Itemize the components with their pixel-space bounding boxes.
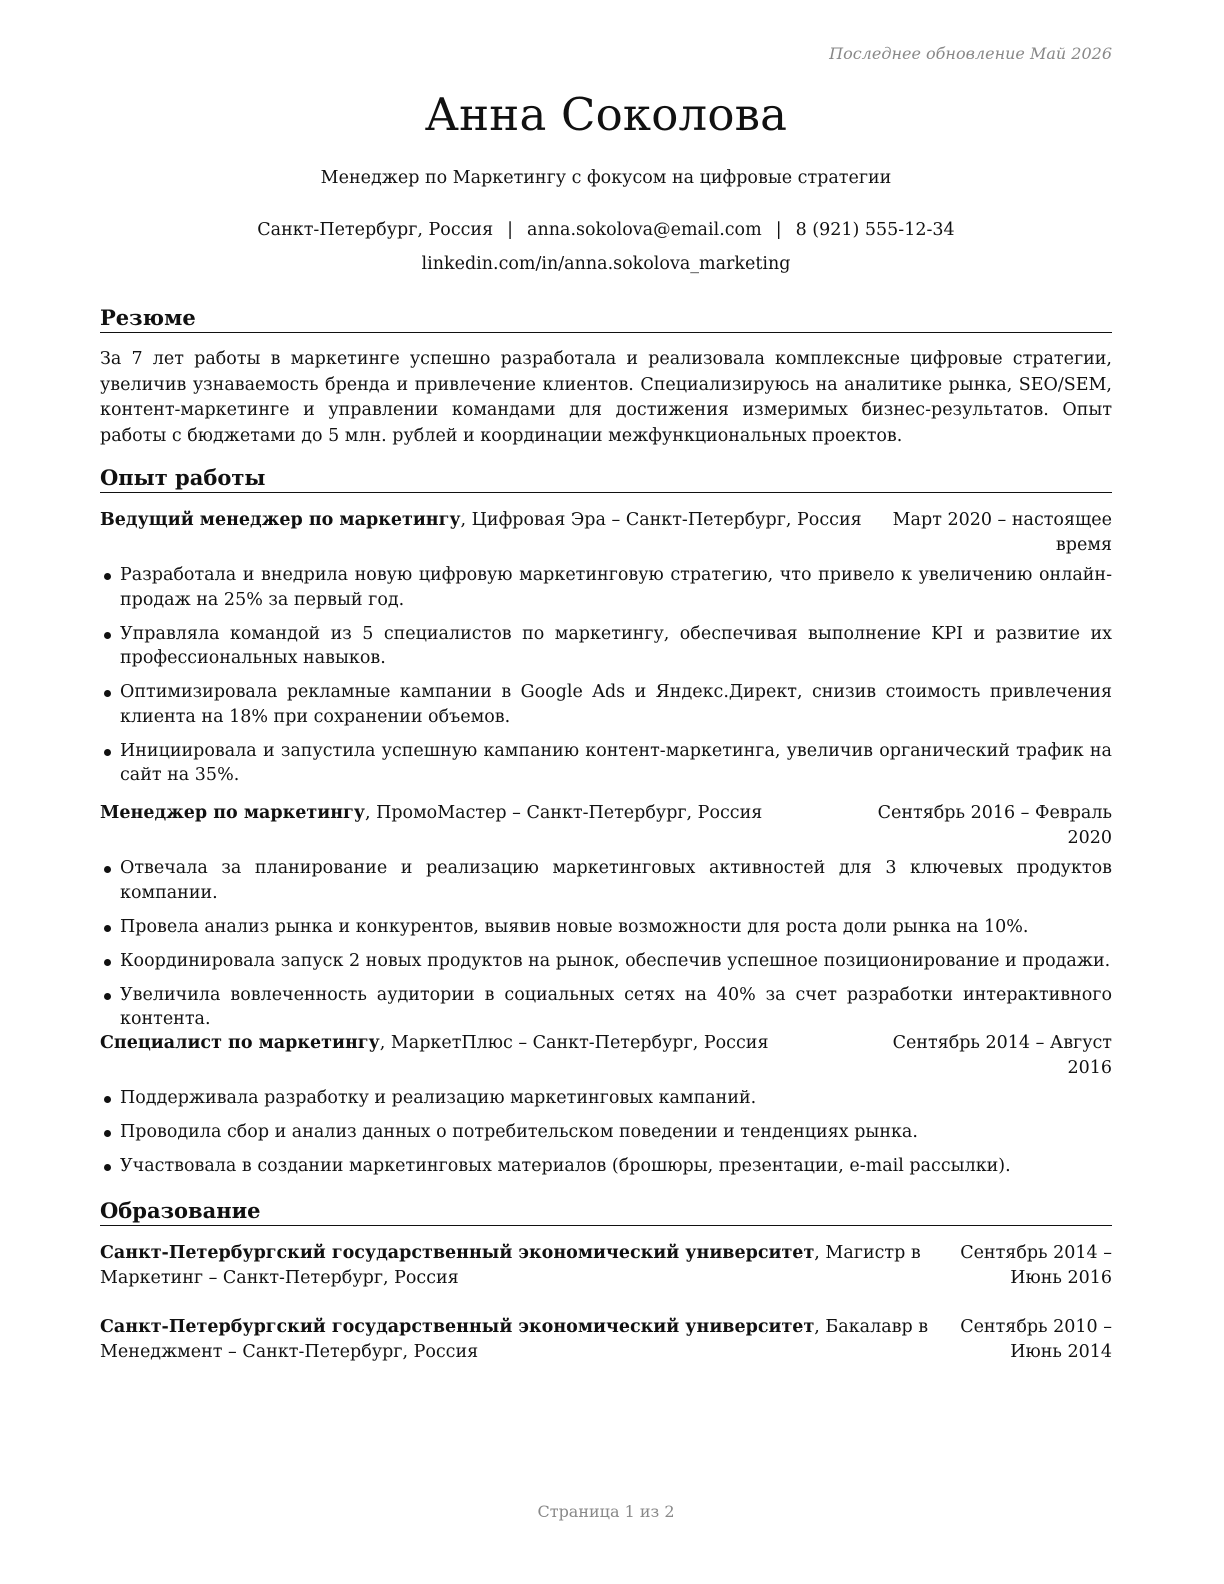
list-item: Отвечала за планирование и реализацию маркетинговых активностей для 3 ключевых продуктов компании. (100, 856, 1112, 905)
page-number: Страница 1 из 2 (537, 1502, 675, 1521)
job-title-line (100, 1031, 870, 1056)
job-title-line (100, 801, 870, 826)
list-item: Координировала запуск 2 новых продуктов на рынок, обеспечив успешное позиционирование и продажи. (100, 949, 1112, 974)
job-bullets (100, 1086, 1112, 1188)
education-details: , Бакалавр в Менеджмент – Санкт-Петербург, Россия (100, 1317, 929, 1362)
list-item: Провела анализ рынка и конкурентов, выявив новые возможности для роста доли рынка на 10%. (100, 915, 1112, 940)
job-company: , МаркетПлюс – Санкт-Петербург, Россия (379, 1033, 769, 1053)
section-title-experience: Опыт работы (100, 465, 1112, 493)
list-item: Оптимизировала рекламные кампании в Google Ads и Яндекс.Директ, снизив стоимость привлечения клиента на 18% при сохранении объемов. (100, 680, 1112, 729)
job-position: Ведущий менеджер по маркетингу (100, 510, 461, 530)
contact-line (100, 220, 1112, 240)
job-bullets (100, 563, 1112, 797)
contact-phone: 8 (921) 555-12-34 (795, 220, 955, 240)
job-dates: Сентябрь 2014 – Август 2016 (892, 1033, 1112, 1078)
list-item: Управляла командой из 5 специалистов по маркетингу, обеспечивая выполнение KPI и развитие их профессиональных навыков. (100, 622, 1112, 671)
job-dates: Март 2020 – настоящее время (892, 510, 1112, 555)
contact-location: Санкт-Петербург, Россия (257, 220, 494, 240)
candidate-name: Анна Соколова (424, 88, 788, 141)
summary-text: За 7 лет работы в маркетинге успешно разработала и реализовала комплексные цифровые стратегии, увеличив узнаваемость бренда и привлечение клиентов. Специализируюсь на аналитике рынка, SEO/SEM, контент-маркетинге и управлении командами для достижения измеримых бизнес-результатов. Опыт работы с бюджетами до 5 млн. рублей и координации межфункциональных проектов. (100, 349, 1112, 446)
job-title-line (100, 508, 870, 533)
education-details: , Магистр в Маркетинг – Санкт-Петербург, Россия (100, 1243, 921, 1288)
contact-separator: | (507, 220, 514, 240)
contact-email[interactable]: anna.sokolova@email.com (527, 220, 762, 240)
education-title-line (100, 1315, 975, 1365)
education-title-line (100, 1241, 975, 1291)
list-item: Участвовала в создании маркетинговых материалов (брошюры, презентации, e-mail рассылки). (100, 1154, 1112, 1179)
list-item: Проводила сбор и анализ данных о потребительском поведении и тенденциях рынка. (100, 1120, 1112, 1145)
job-company: , ПромоМастер – Санкт-Петербург, Россия (364, 803, 763, 823)
job-company: , Цифровая Эра – Санкт-Петербург, Россия (460, 510, 862, 530)
last-updated: Последнее обновление Май 2026 (829, 44, 1112, 63)
resume-page (100, 0, 1112, 1584)
candidate-subtitle: Менеджер по Маркетингу с фокусом на цифровые стратегии (320, 168, 892, 188)
section-title-summary: Резюме (100, 305, 1112, 333)
section-title-education: Образование (100, 1198, 1112, 1226)
job-position: Специалист по маркетингу (100, 1033, 380, 1053)
education-institution: Санкт-Петербургский государственный экономический университет (100, 1243, 815, 1263)
job-position: Менеджер по маркетингу (100, 803, 365, 823)
education-dates: Сентябрь 2010 – Июнь 2014 (960, 1317, 1112, 1362)
contact-separator: | (775, 220, 782, 240)
linkedin-link[interactable]: linkedin.com/in/anna.sokolova_marketing (421, 254, 791, 274)
education-institution: Санкт-Петербургский государственный экономический университет (100, 1317, 815, 1337)
job-bullets (100, 856, 1112, 1041)
list-item: Разработала и внедрила новую цифровую маркетинговую стратегию, что привело к увеличению онлайн-продаж на 25% за первый год. (100, 563, 1112, 612)
job-dates: Сентябрь 2016 – Февраль 2020 (877, 803, 1112, 848)
list-item: Поддерживала разработку и реализацию маркетинговых кампаний. (100, 1086, 1112, 1111)
education-dates: Сентябрь 2014 – Июнь 2016 (960, 1243, 1112, 1288)
list-item: Увеличила вовлеченность аудитории в социальных сетях на 40% за счет разработки интерактивного контента. (100, 983, 1112, 1032)
list-item: Инициировала и запустила успешную кампанию контент-маркетинга, увеличив органический трафик на сайт на 35%. (100, 739, 1112, 788)
